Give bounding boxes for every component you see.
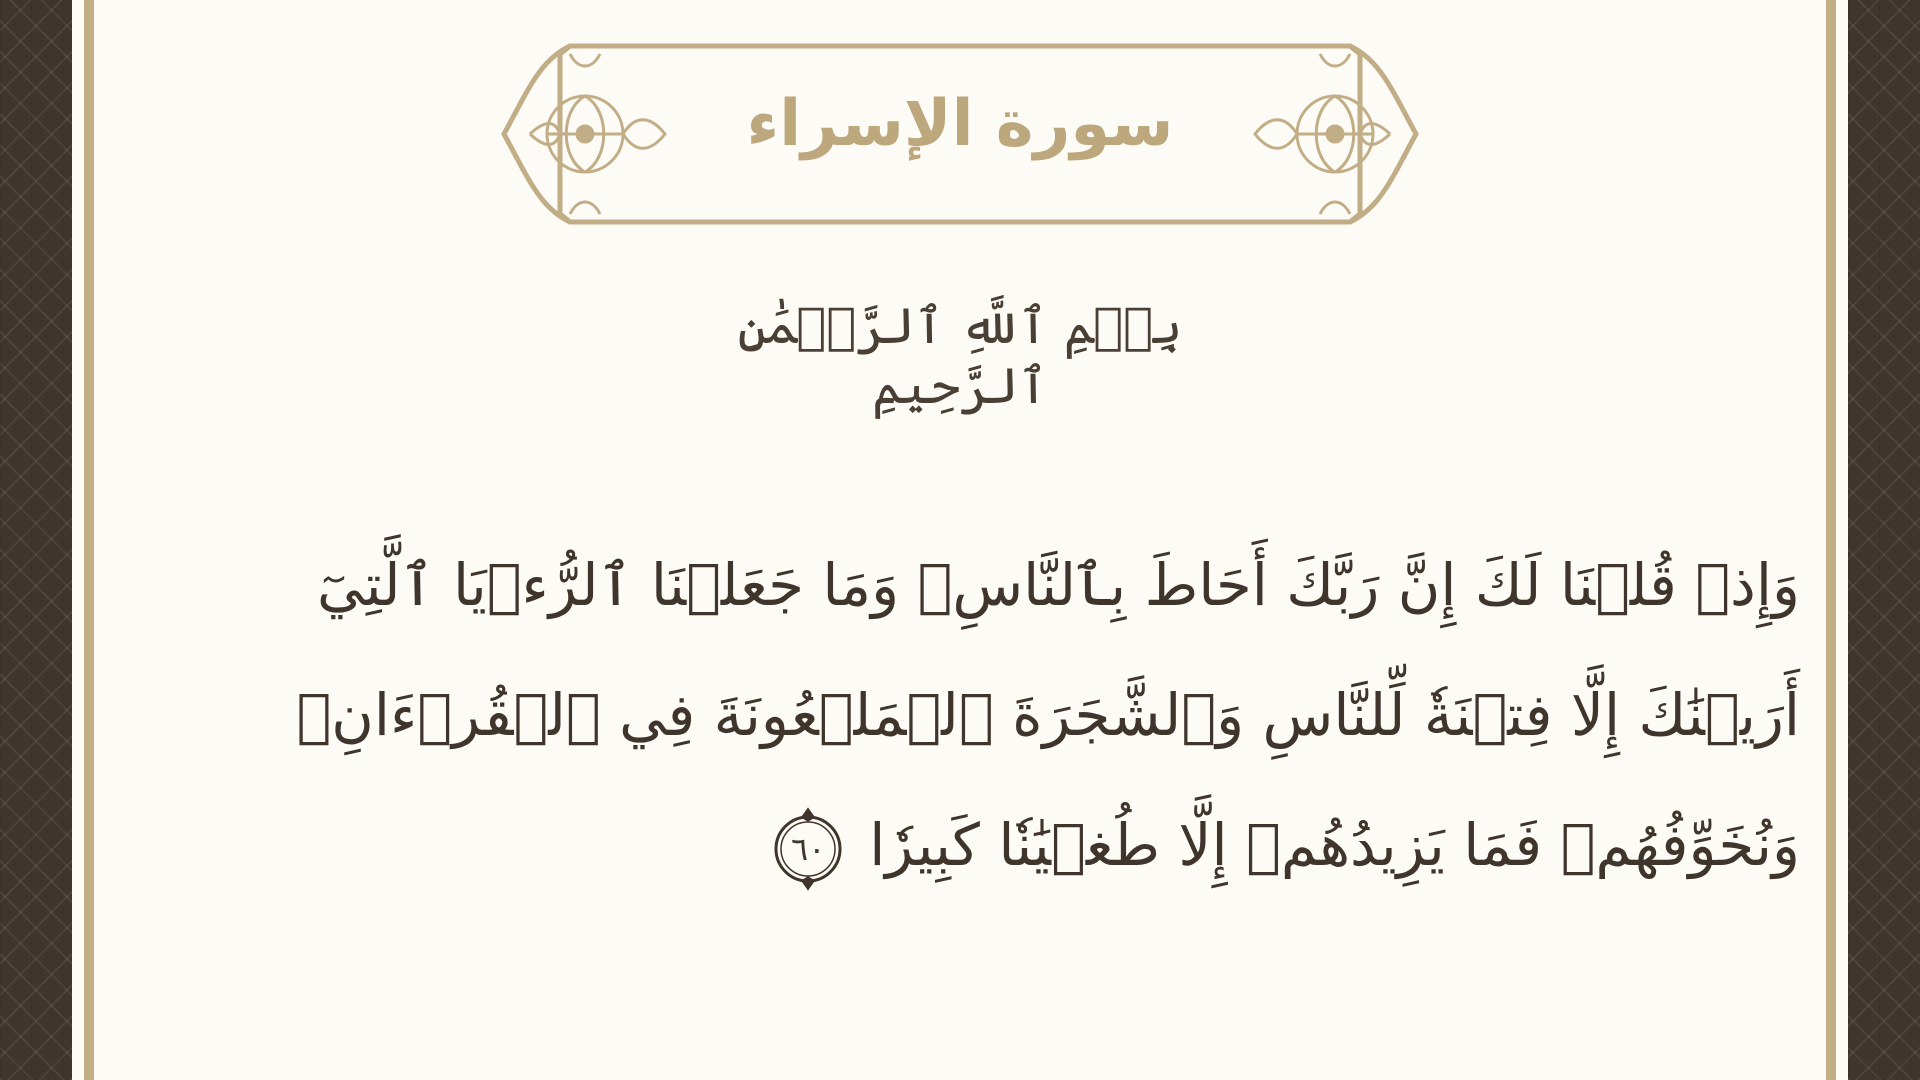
right-decorative-panel: [1848, 0, 1920, 1080]
right-gold-border: [1826, 0, 1836, 1080]
surah-header-cartouche: [500, 40, 1420, 228]
verse-line: وَإِذۡ قُلۡنَا لَكَ إِنَّ رَبَّكَ أَحَاطَ بِٱلنَّاسِۚ وَمَا جَعَلۡنَا ٱلرُّءۡيَا ٱلَّتِيٓ: [317, 551, 1800, 619]
left-decorative-panel: [0, 0, 72, 1080]
verse-text: [296, 520, 1800, 910]
basmala: بِسۡمِ ٱللَّهِ ٱلرَّحۡمَٰنِ ٱلرَّحِيمِ: [737, 297, 1183, 415]
verse-line-last: [400, 780, 1800, 910]
ayah-end-marker-icon: [765, 806, 851, 892]
ayah-number: ٦٠: [791, 829, 826, 868]
verse-line: أَرَيۡنَٰكَ إِلَّا فِتۡنَةٗ لِّلنَّاسِ وَٱلشَّجَرَةَ ٱلۡمَلۡعُونَةَ فِي ٱلۡقُرۡءَانِۚ: [296, 681, 1800, 749]
left-gold-border: [84, 0, 94, 1080]
verse-line-text: وَنُخَوِّفُهُمۡ فَمَا يَزِيدُهُمۡ إِلَّا طُغۡيَٰنٗا كَبِيرٗا: [869, 811, 1800, 879]
surah-title: سورة الإسراء: [746, 87, 1174, 161]
